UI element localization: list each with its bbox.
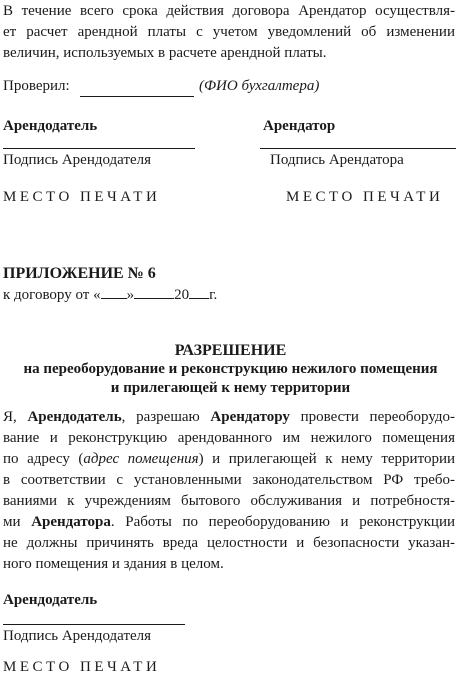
- body-line: [3, 449, 455, 470]
- intro-line: величин, используемых в расчете арендной платы.: [3, 45, 327, 61]
- permit-title: РАЗРЕШЕНИЕ: [174, 342, 287, 359]
- body-text: . Работы по переоборудованию и реконструкции: [110, 514, 456, 530]
- permit-subtitle-line: на переоборудование и реконструкцию нежилого помещения: [23, 361, 438, 377]
- intro-line: В течение всего срока действия договора Арендатор осуществля-: [3, 3, 455, 19]
- body-landlord: Арендодатель: [27, 409, 122, 425]
- body-line: не должны причинять вреда целостности и безопасности указан-: [3, 535, 455, 551]
- tenant-title: Арендатор: [263, 118, 336, 134]
- intro-line: ет расчет арендной платы с учетом уведомлений об изменении: [3, 24, 455, 40]
- body-text: Я,: [3, 409, 17, 425]
- body-line: [3, 512, 455, 533]
- checked-signature-line: [80, 96, 194, 97]
- intro-paragraph: [3, 1, 455, 64]
- permit-subtitle-line: и прилегающей к нему территории: [110, 380, 351, 396]
- landlord-signature-line: [3, 148, 195, 149]
- appendix-ref-prefix: к договору от «: [3, 287, 101, 303]
- bottom-landlord-title: Арендодатель: [3, 592, 98, 608]
- body-line: вание и реконструкцию арендованного им нежилого помещения: [3, 430, 455, 446]
- body-text: ми: [3, 514, 21, 530]
- appendix-title: ПРИЛОЖЕНИЕ № 6: [3, 265, 156, 282]
- year-blank: [189, 286, 209, 299]
- bottom-stamp-place: МЕСТО ПЕЧАТИ: [3, 659, 161, 675]
- body-line: ваниями к учреждениям бытового обслуживания и потребностя-: [3, 493, 455, 509]
- landlord-title: Арендодатель: [3, 118, 98, 134]
- body-tenant: Арендатора: [31, 514, 111, 530]
- body-text: ) и прилегающей к нему территории: [198, 451, 455, 467]
- appendix-ref: [3, 286, 217, 304]
- checked-label: Проверил:: [3, 78, 70, 94]
- appendix-ref-mid: »: [126, 287, 135, 303]
- tenant-signature-line: [260, 148, 456, 149]
- body-line: [3, 407, 455, 428]
- permit-body: [3, 407, 455, 575]
- appendix-ref-year: 20: [174, 287, 190, 303]
- tenant-stamp-place: МЕСТО ПЕЧАТИ: [286, 189, 444, 205]
- checked-hint: (ФИО бухгалтера): [199, 78, 320, 94]
- bottom-signature-line: [3, 624, 185, 625]
- landlord-stamp-place: МЕСТО ПЕЧАТИ: [3, 189, 161, 205]
- body-line: в соответствии с установленными законодательством РФ требо-: [3, 472, 455, 488]
- body-address: адрес помещения: [83, 451, 199, 467]
- body-text: , разрешаю: [121, 409, 200, 425]
- month-blank: [134, 286, 174, 299]
- bottom-caption: Подпись Арендодателя: [3, 628, 152, 644]
- body-text: провести переоборудо-: [300, 409, 455, 425]
- landlord-caption: Подпись Арендодателя: [3, 152, 152, 168]
- appendix-ref-suffix: г.: [209, 287, 218, 303]
- day-blank: [101, 286, 127, 299]
- body-line: ного помещения и здания в целом.: [3, 556, 224, 572]
- tenant-caption: Подпись Арендатора: [270, 152, 404, 168]
- body-text: по адресу (: [3, 451, 84, 467]
- body-tenant: Арендатору: [210, 409, 290, 425]
